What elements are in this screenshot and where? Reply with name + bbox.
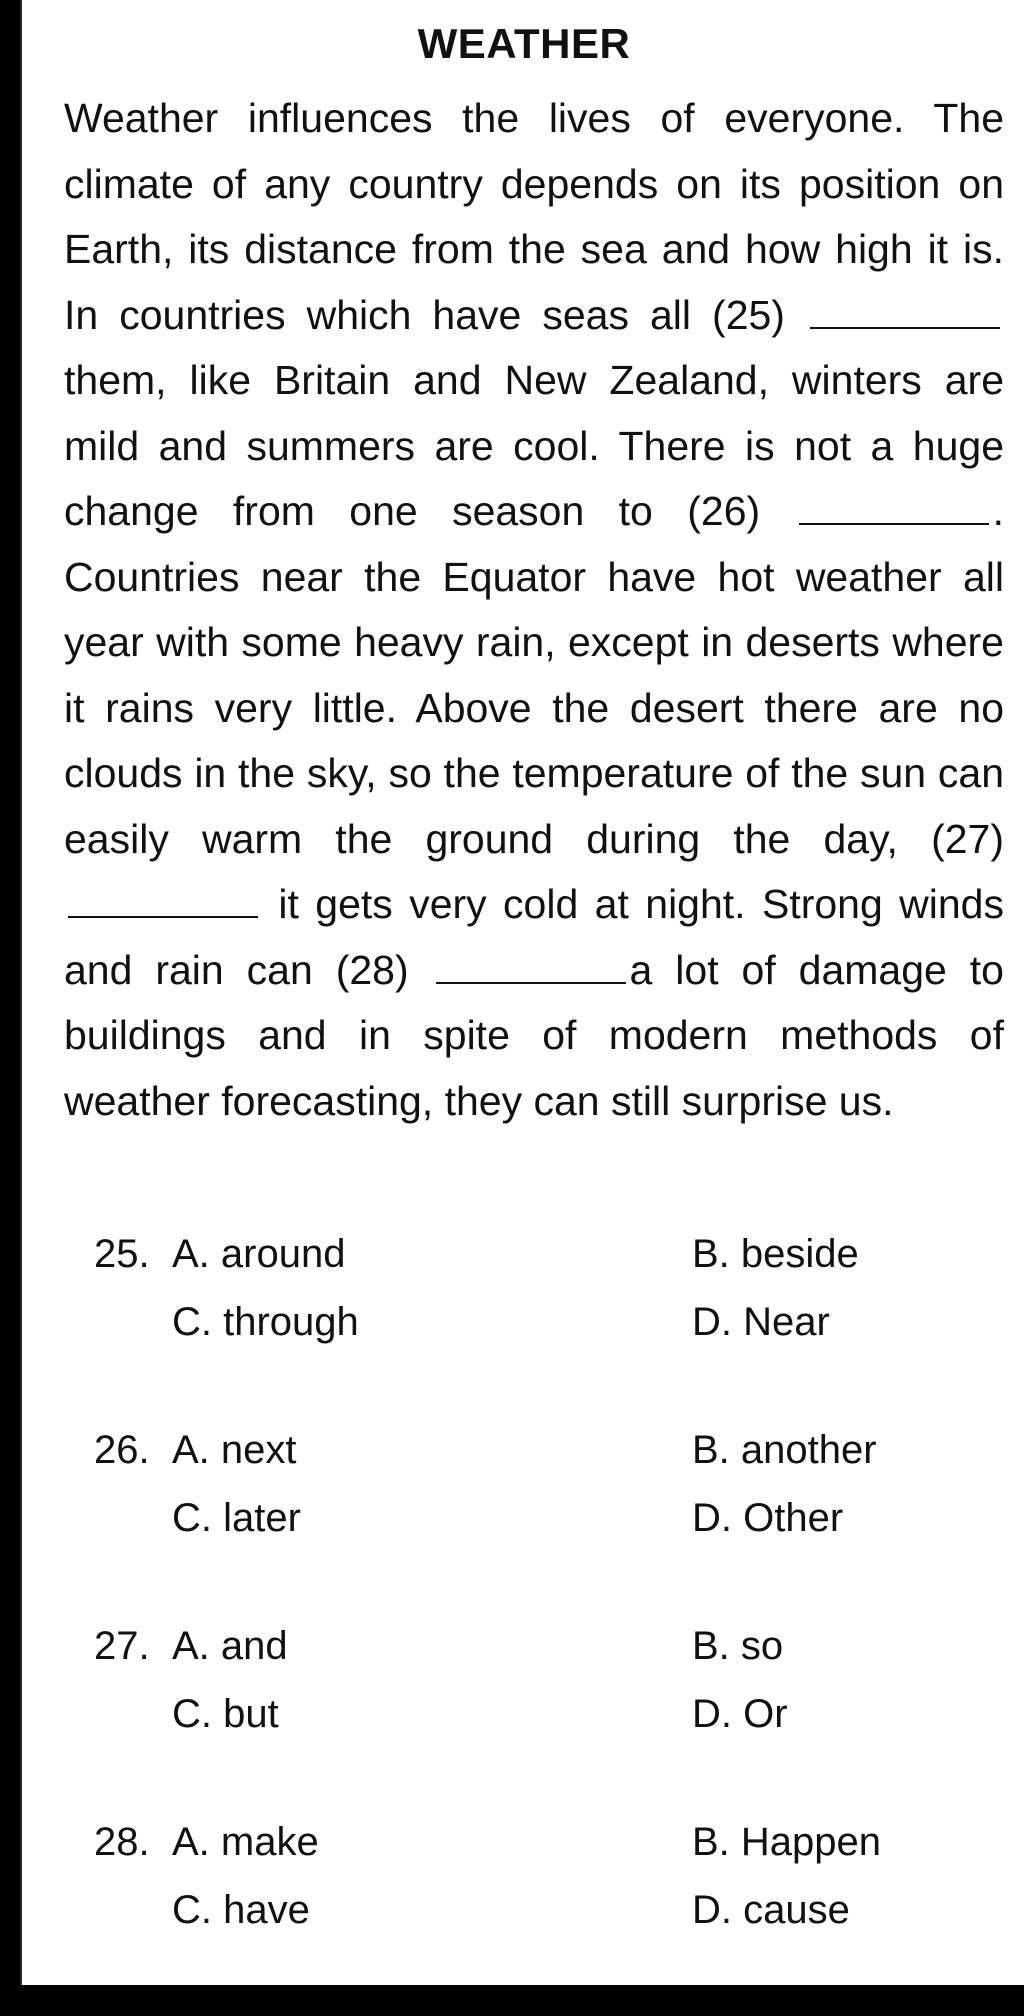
- option-c: C. have: [172, 1888, 310, 1932]
- passage-text: Weather influences the lives of everyone. The climate of any country depends on its position on Earth, its distance from the sea and how high it is. In countries which have seas all: [64, 95, 1004, 338]
- option-a: A. make: [172, 1820, 319, 1864]
- gap-number-27: (27): [931, 815, 1004, 862]
- option-d: D. Or: [692, 1692, 788, 1736]
- option-row: [94, 1300, 994, 1368]
- question-25: [94, 1232, 994, 1428]
- question-number: 26.: [94, 1428, 150, 1472]
- passage-text: . Countries near the Equator have hot weather all year with some heavy rain, except in deserts where it rains very little. Above the desert there are no clouds in the sky, so the temperature of the sun can easily warm the ground during the day,: [64, 488, 1004, 862]
- passage-text: them, like Britain and New Zealand, winters are mild and summers are cool. There is not a huge change from one season to: [64, 357, 1004, 534]
- gap-blank-27: [68, 886, 258, 918]
- reading-passage: [64, 86, 1004, 1134]
- option-a: A. next: [172, 1428, 297, 1472]
- option-row: [94, 1820, 994, 1888]
- option-row: [94, 1232, 994, 1300]
- worksheet-page: [20, 0, 1024, 1985]
- option-b: B. beside: [692, 1232, 859, 1276]
- gap-number-25: (25): [712, 291, 785, 338]
- page-title: WEATHER: [417, 20, 631, 67]
- question-list: [94, 1232, 994, 2016]
- gap-number-28: (28): [335, 946, 409, 993]
- passage-text: a lot of damage to buildings and in spite of modern methods of weather forecasting, they can still surprise us.: [64, 946, 1004, 1124]
- option-b: B. another: [692, 1428, 877, 1472]
- option-d: D. cause: [692, 1888, 850, 1932]
- question-28: [94, 1820, 994, 2016]
- option-row: [94, 1428, 994, 1496]
- option-c: C. but: [172, 1692, 279, 1736]
- option-row: [94, 1624, 994, 1692]
- option-d: D. Other: [692, 1496, 844, 1540]
- option-d: D. Near: [692, 1300, 830, 1344]
- question-27: [94, 1624, 994, 1820]
- gap-blank-25: [810, 297, 1000, 329]
- question-number: 27.: [94, 1624, 150, 1668]
- question-26: [94, 1428, 994, 1624]
- gap-number-26: (26): [687, 488, 761, 534]
- question-number: 25.: [94, 1232, 150, 1276]
- passage-text: it gets very cold at night. Strong winds and rain can: [64, 881, 1004, 993]
- option-c: C. later: [172, 1496, 301, 1540]
- option-a: A. and: [172, 1624, 288, 1668]
- gap-blank-26: [799, 493, 989, 525]
- option-row: [94, 1692, 994, 1760]
- gap-blank-28: [436, 952, 626, 984]
- option-row: [94, 1496, 994, 1564]
- option-a: A. around: [172, 1232, 346, 1276]
- option-b: B. Happen: [692, 1820, 882, 1864]
- option-row: [94, 1888, 994, 1956]
- question-number: 28.: [94, 1820, 150, 1864]
- option-c: C. through: [172, 1300, 359, 1344]
- option-b: B. so: [692, 1624, 784, 1668]
